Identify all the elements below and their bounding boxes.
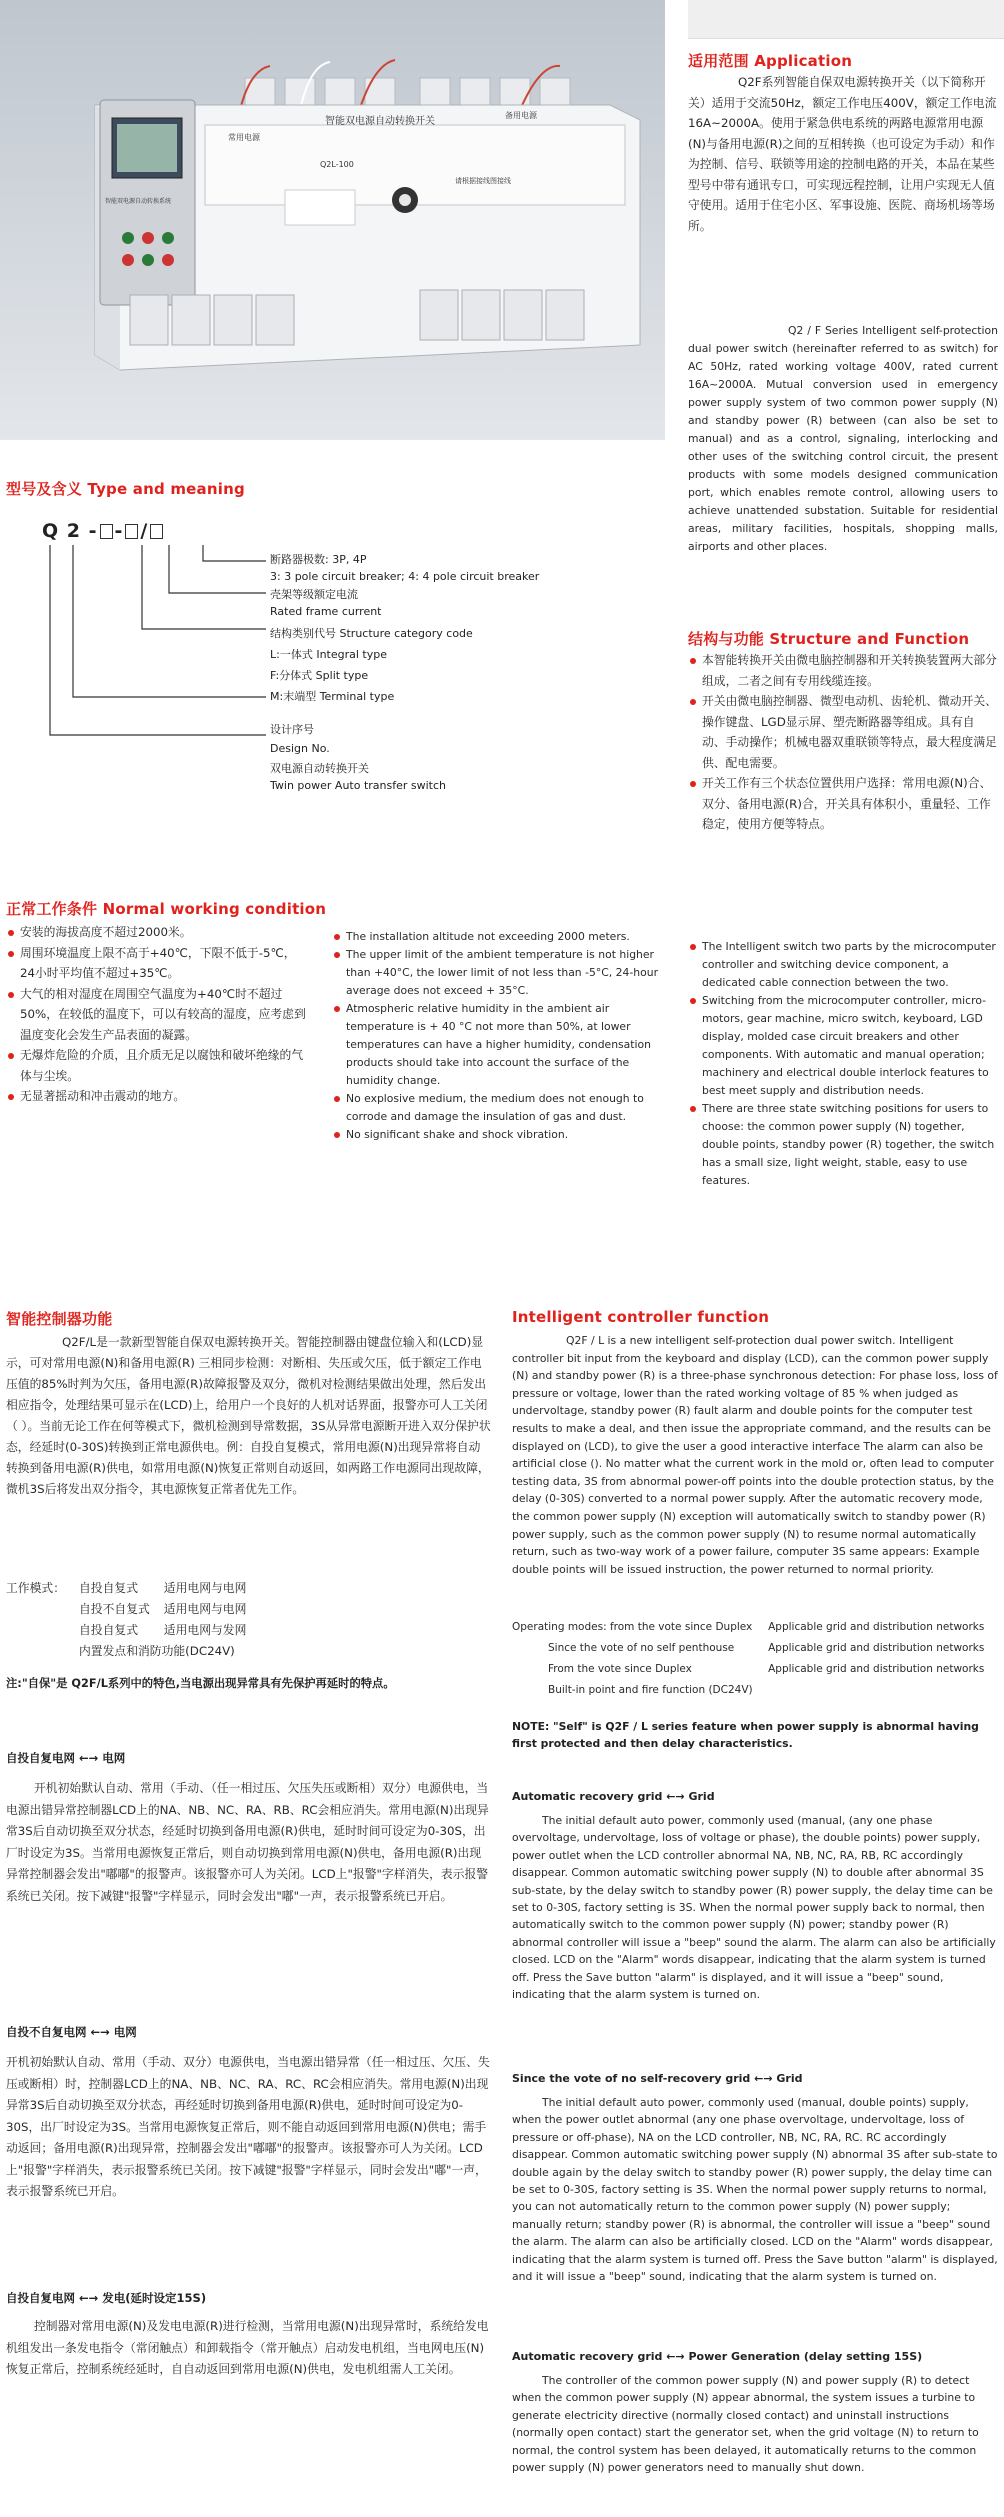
controller-en-sub3-body: The controller of the common power supply (N) and power supply (R) to detect when the common power supply (N) appear abnormal, the system issues a turbine to generate electricity directive (normally closed contact) and uninstall instructions (normally open contact) start the generator set, when the grid voltage (N) to return to normal, the control system has been delayed, it automatically returns to the common power supply (N) power generators need to manually shut down. (512, 2374, 979, 2475)
list-item: There are three state switching positions for users to choose: the common power supply (N) together, double points, standby power (R) together, the switch has a small size, light weight, stable, easy to use features. (688, 1100, 998, 1190)
controller-zh-sub2-title: 自投不自复电网 ←→ 电网 (6, 2025, 137, 2039)
type-label-twin: 双电源自动转换开关 Twin power Auto transfer switch (270, 762, 447, 792)
controller-zh-sub3-body: 控制器对常用电源(N)及发电电源(R)进行检测，当常用电源(N)出现异常时，系统给发电机组发出一条发电指令（常闭触点）和卸载指令（常开触点）启动发电机组，当电网电压(N)恢复正常后，控制系统经延时，自自动返回到常用电源(N)供电，发电机组需人工关闭。 (6, 2319, 489, 2376)
list-item: 大气的相对湿度在周围空气温度为+40℃时不超过50%，在较低的温度下，可以有较高的湿度，应考虑到温度变化会发生产品表面的凝露。 (6, 984, 306, 1046)
type-code-connectors (40, 545, 270, 785)
controller-zh-modes: 工作模式： 自投自复式 适用电网与电网 自投不自复式 适用电网与电网 自投自复式 适用电网与发网 内置发点和消防功能(DC24V) (6, 1578, 260, 1662)
type-code-box (150, 524, 163, 539)
controller-zh-sub2-body: 开机初始默认自动、常用（手动、双分）电源供电，当电源出错异常（任一相过压、欠压、失压或断相）时，控制器LCD上的NA、NB、NC、RA、RC、RC会相应消失。常用电源(N)出现异常3S后自动切换至双分状态，再经延时切换到备用电源(R)供电，延时时间可设定为0-30S，出厂时设定为3S。当常用电源恢复正常后，则不能自动返回到常用电源(N)供电；需手动返回；备用电源(R)出现异常，控制器会发出"嘟嘟"的报警声。该报警亦可人为关闭。LCD上"报警"字样消失，表示报警系统已关闭。按下减键"报警"字样显示，同时会发出"嘟"一声，表示报警系统已开启。 (6, 2055, 490, 2198)
type-label-poles: 断路器极数: 3P, 4P 3: 3 pole circuit breaker; 4: 4 pole circuit breaker (270, 553, 540, 583)
type-code-slash: / (140, 520, 149, 542)
controller-en-sub3-title: Automatic recovery grid ←→ Power Generation (delay setting 15S) (512, 2350, 923, 2363)
controller-zh-note: 注:"自保"是 Q2F/L系列中的特色,当电源出现异常具有先保护再延时的特点。 (6, 1677, 395, 1690)
list-item: 本智能转换开关由微电脑控制器和开关转换装置两大部分组成，二者之间有专用线缆连接。 (688, 650, 998, 691)
type-label-design: 设计序号 Design No. (270, 723, 330, 755)
type-code-prefix: Q 2 - (42, 520, 98, 542)
type-code-box (100, 524, 113, 539)
model-label: Q2L-100 (320, 160, 354, 169)
list-item: No explosive medium, the medium does not enough to corrode and damage the insulation of gas and dust. (332, 1090, 667, 1126)
type-code-box (125, 524, 138, 539)
controller-en-sub2-body: The initial default auto power, commonly used (manual, double points) supply, when the power outlet abnormal (any one phase overvoltage, undervoltage, loss of pressure or off-phase), NA on the LCD controller, NB, NC, RA, RC. RC accordingly disappear. Common automatic switching power supply (N) abnormal 3S after sub-state to double again by the delay switch to standby power (R) power supply, the delay time can be set to 0-30S, factory setting is 3S. When the normal power supply returns to normal, you can not automatically return to the common power supply (N) power supply; manually return; standby power (R) is abnormal, the controller will issue a "beep" sound the alarm. The alarm can also be artificially closed. LCD on the "Alarm" words disappear, indicating that the alarm system is turned off. Press the Save button "alarm" is displayed, and it will issue a "beep" sound, indicating that the alarm system is turned on. (512, 2096, 998, 2284)
list-item: 安装的海拔高度不超过2000米。 (6, 922, 306, 943)
structure-zh-list (688, 650, 998, 835)
controller-zh-sub1-body: 开机初始默认自动、常用（手动、（任一相过压、欠压失压或断相）双分）电源供电，当电源出错异常控制器LCD上的NA、NB、NC、RA、RB、RC会相应消失。常用电源(N)出现异常3S后自动切换至双分状态，经延时切换到备用电源(R)供电，延时时间可设定为0-30S，出厂时设定为3S。当常用电源恢复正常后，则自动切换到常用电源(N)供电，备用电源(R)出现异常控制器会发出"嘟嘟"的报警声。该报警亦可人为关闭。LCD上"报警"字样消失，表示报警系统已关闭。按下减键"报警"字样显示，同时会发出"嘟"一声，表示报警系统已开启。 (6, 1781, 489, 1903)
controller-en-sub2-title: Since the vote of no self-recovery grid ←→ Grid (512, 2072, 803, 2085)
controller-en-note: NOTE: "Self" is Q2F / L series feature when power supply is abnormal having first protected and then delay characteristics. (512, 1720, 979, 1750)
list-item: The installation altitude not exceeding 2000 meters. (332, 928, 667, 946)
modes-label: 工作模式： (6, 1581, 65, 1595)
controller-zh-title: 智能控制器功能 (6, 1310, 113, 1328)
common-power-label: 常用电源 (228, 133, 260, 142)
type-label-structure: 结构类别代号 Structure category code L:一体式 Integral type F:分体式 Split type M:末端型 Terminal type (270, 627, 473, 703)
list-item: 开关由微电脑控制器、微型电动机、齿轮机、微动开关、操作键盘、LGD显示屏、塑壳断路器等组成。具有自动、手动操作；机械电器双重联锁等特点，最大程度满足供、配电需要。 (688, 691, 998, 773)
warning-label: 请根据接线图接线 (455, 177, 511, 185)
list-item: The Intelligent switch two parts by the microcomputer controller and switching device component, a dedicated cable connection between the two. (688, 938, 998, 992)
application-title: 适用范围 Application (688, 52, 853, 70)
type-label-frame: 壳架等级额定电流 Rated frame current (270, 588, 382, 618)
product-photo (0, 0, 665, 440)
type-meaning-title: 型号及含义 Type and meaning (6, 480, 245, 498)
list-item: 无爆炸危险的介质，且介质无足以腐蚀和破坏绝缘的气体与尘埃。 (6, 1045, 306, 1086)
list-item: Switching from the microcomputer controller, micro-motors, gear machine, micro switch, keyboard, LGD display, molded case circuit breakers and other components. With automatic and manual operation; machinery and electrical double interlock features to best meet supply and distribution needs. (688, 992, 998, 1100)
application-en: Q2 / F Series Intelligent self-protection dual power switch (hereinafter referred to as switch) for AC 50Hz, rated working voltage 400V, rated current 16A~2000A. Mutual conversion used in emergency power supply system of two common power supply (N) and standby power (R) between (can also be set to manual) and as a control, signaling, interlocking and other uses of the switching control circuit, the present products with some models designed communication port, which enables remote control, allowing users to achieve unattended substation. Suitable for residential areas, military facilities, hospitals, shopping malls, airports and other places. (688, 324, 998, 553)
controller-en-sub1-body: The initial default auto power, commonly used (manual, (any one phase overvoltage, undervoltage, loss of voltage or phase), the double points) power supply, power outlet when the LCD controller abnormal NA, NB, NC, RA, RB, RC accordingly disappear. Common automatic switching power supply (N) to double after abnormal 3S sub-state, by the delay switch to standby power (R) power supply, the delay time can be set to 0-30S, factory setting is 3S. When the normal power supply back to normal, then automatically switch to the common power supply (N) power; standby power (R) abnormal controller will issue a "beep" sound the alarm. The alarm can also be artificially closed. LCD on the "Alarm" words disappear, indicating that the alarm system is turned off. Press the Save button "alarm" is displayed, and it will issue a "beep" sound, indicating that the alarm system is turned on. (512, 1814, 996, 2002)
application-zh: Q2F系列智能自保双电源转换开关（以下简称开关）适用于交流50Hz，额定工作电压400V，额定工作电流16A~2000A。使用于紧急供电系统的两路电源常用电源(N)与备用电源(R)之间的互相转换（也可设定为手动）和作为控制、信号、联锁等用途的控制电路的开关，本品在某些型号中带有通讯专口，可实现远程控制，让用户实现无人值守使用。适用于住宅小区、军事设施、医院、商场机场等场所。 (688, 75, 997, 233)
working-en-list (332, 928, 667, 1144)
panel-title: 智能双电源自动转换开关 (325, 116, 435, 127)
controller-en-sub1-title: Automatic recovery grid ←→ Grid (512, 1790, 715, 1803)
controller-zh-sub3-title: 自投自复电网 ←→ 发电(延时设定15S) (6, 2291, 207, 2305)
standby-power-label: 备用电源 (505, 111, 537, 120)
controller-en-title: Intelligent controller function (512, 1308, 770, 1326)
list-item: The upper limit of the ambient temperature is not higher than +40°C, the lower limit of not less than -5°C, 24-hour average does not exceed + 35°C. (332, 946, 667, 1000)
list-item: 无显著摇动和冲击震动的地方。 (6, 1086, 306, 1107)
list-item: Atmospheric relative humidity in the ambient air temperature is + 40 °C not more than 50%, at lower temperatures can have a higher humidity, condensation products should take into account the surface of the humidity change. (332, 1000, 667, 1090)
structure-title: 结构与功能 Structure and Function (688, 630, 970, 648)
list-item: 开关工作有三个状态位置供用户选择：常用电源(N)合、双分、备用电源(R)合，开关具有体积小，重量轻、工作稳定，使用方便等特点。 (688, 773, 998, 835)
controller-en-modes: Operating modes: from the vote since Duplex Applicable grid and distribution networks Since the vote of no self penthouse Applicable grid and distribution networks From the vote since Duplex Applicable grid and distribution networks Built-in point and fire function (DC24V) (512, 1621, 985, 1696)
list-item: No significant shake and shock vibration. (332, 1126, 667, 1144)
controller-en-body: Q2F / L is a new intelligent self-protection dual power switch. Intelligent controller bit input from the keyboard and display (LCD), can the common power supply (N) and standby power (R) is a three-phase synchronous detection: For phase loss, loss of pressure or voltage, lower than the rated working voltage of 85 % when judged as undervoltage, standby power (R) fault alarm and double points for the computer test results to make a deal, and then issue the appropriate command, and the results can be displayed on (LCD), to give the user a good interactive interface The alarm can also be artificial close (). No matter what the current work in the mold or, often lead to computer testing data, 3S from abnormal power-off points into the double protection status, by the delay (0-30S) converted to a normal power supply. After the automatic recovery mode, the common power supply (N) exception will automatically switch to standby power (R) power supply, such as the common power supply (N) to resume normal automatically return, such as two-way work of a power failure, computer 3S same appears: Example double points will be issued instruction, the power returned to normal priority. (512, 1334, 998, 1576)
working-title: 正常工作条件 Normal working condition (6, 900, 327, 918)
type-code (42, 520, 165, 542)
switch-illustration (0, 0, 665, 440)
list-item: 周围环境温度上限不高于+40℃，下限不低于-5℃，24小时平均值不超过+35℃。 (6, 943, 306, 984)
structure-en-list (688, 938, 998, 1190)
controller-label: 智能双电源自动转换系统 (105, 198, 172, 205)
controller-zh-body: Q2F/L是一款新型智能自保双电源转换开关。智能控制器由键盘位输入和(LCD)显示，可对常用电源(N)和备用电源(R) 三相同步检测：对断相、失压或欠压，低于额定工作电压值的85%时判为欠压，备用电源(R)故障报警及双分，微机对检测结果做出处理，然后发出相应指令，处理结果可显示在(LCD)上，给用户一个良好的人机对话界面，报警亦可人工关闭（ ）。当前无论工作在何等模式下，微机检测到导常数据，3S从异常电源断开进入双分保护状态，经延时(0-30S)转换到正常电源供电。例：自投自复模式，常用电源(N)出现异常将自动转换到备用电源(R)供电，如常用电源(N)恢复正常则自动返回，如两路工作电源同出现故障，微机3S后将发出双分指令，其电源恢复正常者优先工作。 (6, 1335, 491, 1496)
top-strip (688, 0, 1004, 39)
controller-zh-sub1-title: 自投自复电网 ←→ 电网 (6, 1751, 126, 1765)
type-code-sep: - (114, 520, 124, 542)
working-zh-list (6, 922, 306, 1107)
